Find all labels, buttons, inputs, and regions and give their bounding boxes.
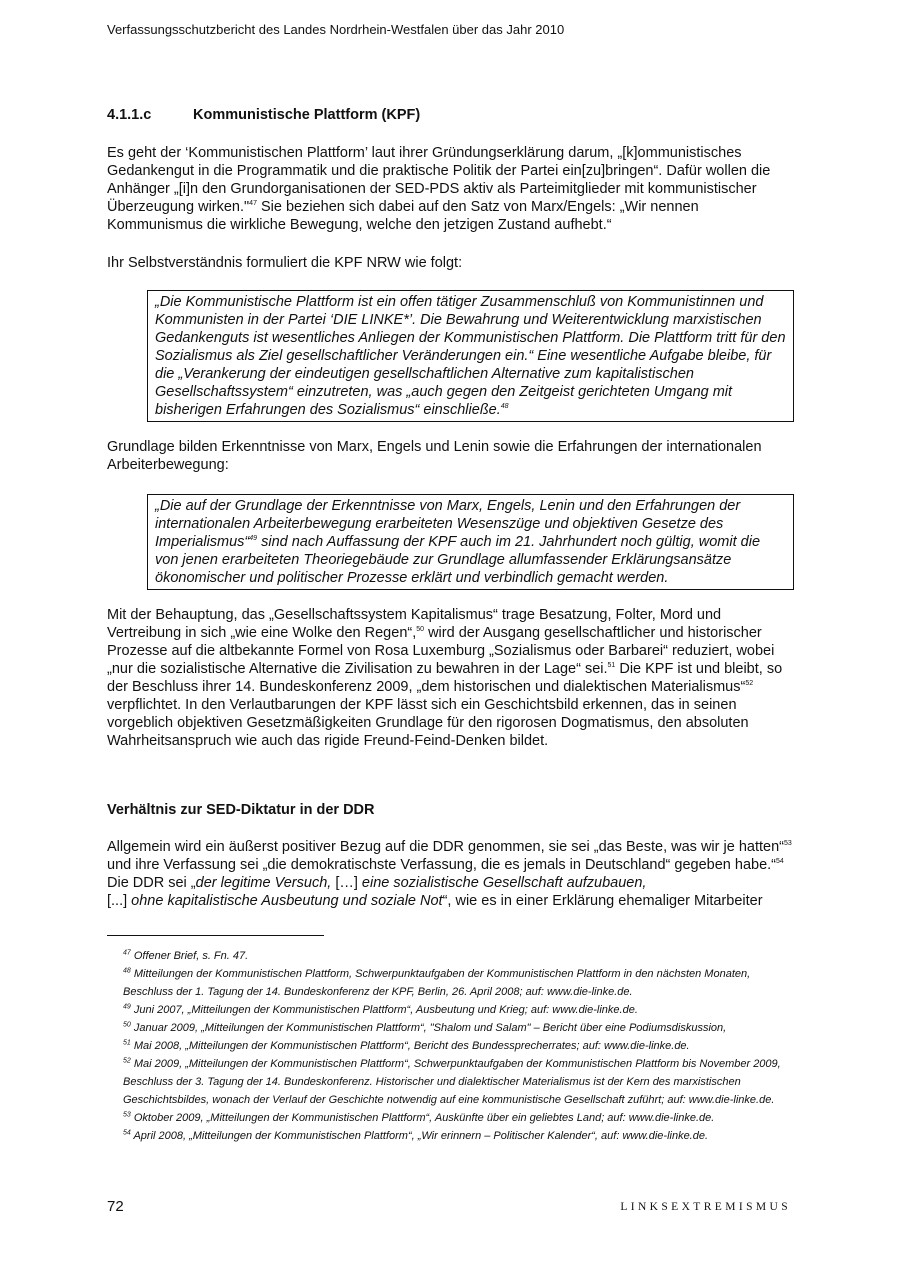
block-quote-imperialism: „Die auf der Grundlage der Erkenntnisse von Marx, Engels, Lenin und den Erfahrungen der internationalen Arbeiterbewegung erarbeiteten Wesenszüge und objektiven Gesetze des Imperialismus“$^{49}$ sind nach Auffassung der KPF auch im 21. Jahrhundert noch gültig, womit die von jenen erarbeiteten Theoriegebäude zur Grundlage allumfassender Erklärungsansätze ökonomischer und politischer Prozesse erklärt und verbindlich gemacht werden.	[147, 494, 794, 590]
footnote-ref[interactable]: 47	[249, 200, 257, 208]
footnote: $^{52}$ Mai 2009, „Mitteilungen der Kommunistischen Plattform“, Schwerpunktaufgaben der Kommunistischen Plattform bis November 2009, Beschluss der 3. Tagung der 14. Bundeskonferenz. Historischer und dialektischer Materialismus ist der Kern des marxistischen Geschichtsbildes, wonach der Verlauf der Geschichte notwendig auf eine kommunistische Gesellschaft zuführt; auf: www.die-linke.de.	[123, 1057, 781, 1106]
section-heading	[107, 107, 420, 123]
page-number: 72	[107, 1198, 124, 1215]
section-number: 4.1.1.c	[107, 107, 152, 123]
footnote: $^{50}$ Januar 2009, „Mitteilungen der Kommunistischen Plattform“, "Shalom und Salam" – Bericht über eine Podiumsdiskussion,	[123, 1021, 727, 1034]
paragraph-capitalism-claim: Mit der Behauptung, das „Gesellschaftssystem Kapitalismus“ trage Besatzung, Folter, Mord und Vertreibung in sich „wie eine Wolke den Regen“,$^{50}$ wird der Ausgang gesellschaftlicher und historischer Prozesse auf die altbekannte Formel von Rosa Luxemburg „Sozialismus oder Barbarei“ reduziert, wobei „nur die sozialistische Alternative die Zivilisation zu bewahren in der Lage“ sei.$^{51}$ Die KPF ist und bleibt, so der Beschluss ihrer 14. Bundeskonferenz 2009, „dem historischen und dialektischen Materialismus“$^{52}$ verpflichtet. In den Verlautbarungen der KPF lässt sich ein Geschichtsbild erkennen, das in seinen vorgeblich objektiven Gesetzmäßigkeiten Grundlage für den rigorosen Dogmatismus, den absoluten Wahrheitsanspruch wie auch das rigide Freund-Feind-Denken bildet.	[107, 607, 783, 749]
document-page	[107, 0, 795, 1272]
footnote: $^{49}$ Juni 2007, „Mitteilungen der Kommunistischen Plattform“, Ausbeutung und Krieg; auf: www.die-linke.de.	[123, 1003, 638, 1016]
subheading-sed-dictatorship: Verhältnis zur SED-Diktatur in der DDR	[107, 802, 375, 818]
footnote-ref[interactable]: 53	[783, 840, 792, 848]
footnote: $^{48}$ Mitteilungen der Kommunistischen Plattform, Schwerpunktaufgaben der Kommunistischen Plattform in den nächsten Monaten, Beschluss der 1. Tagung der 14. Bundeskonferenz der KPF, Berlin, 26. April 2008; auf: www.die-linke.de.	[123, 967, 751, 998]
footnote: $^{54}$ April 2008, „Mitteilungen der Kommunistischen Plattform“, „Wir erinnern – Politischer Kalender“, auf: www.die-linke.de.	[123, 1129, 709, 1142]
footnote-ref[interactable]: 54	[776, 858, 784, 866]
paragraph-intro: Es geht der ‘Kommunistischen Plattform’ laut ihrer Gründungserklärung darum, „[k]ommunistisches Gedankengut in die Programmatik und die praktische Politik der Partei ein[zu]bringen“. Dafür wollen die Anhänger „[i]n den Grundorganisationen der SED-PDS aktiv als Parteimitglieder mit kommunistischer Überzeugung wirken."$^{47}$ Sie beziehen sich dabei auf den Satz von Marx/Engels: „Wir nennen Kommunismus die wirkliche Bewegung, welche den jetzigen Zustand aufhebt.“	[107, 145, 771, 233]
footer-section-label: LINKSEXTREMISMUS	[620, 1201, 791, 1213]
footnote: $^{47}$ Offener Brief, s. Fn. 47.	[123, 949, 249, 962]
footnote: $^{51}$ Mai 2008, „Mitteilungen der Kommunistischen Plattform“, Bericht des Bundessprecherrates; auf: www.die-linke.de.	[123, 1039, 690, 1052]
footnote-ref[interactable]: 48	[500, 403, 509, 411]
paragraph-foundations: Grundlage bilden Erkenntnisse von Marx, Engels und Lenin sowie die Erfahrungen der internationalen Arbeiterbewegung:	[107, 439, 762, 473]
footnote: $^{53}$ Oktober 2009, „Mitteilungen der Kommunistischen Plattform“, Auskünfte über ein geliebtes Land; auf: www.die-linke.de.	[123, 1111, 715, 1124]
block-quote-kpf-self-image: „Die Kommunistische Plattform ist ein offen tätiger Zusammenschluß von Kommunistinnen und Kommunisten in der Partei ‘DIE LINKE*’. Die Bewahrung und Weiterentwicklung marxistischen Gedankenguts ist wesentliches Anliegen der Kommunistischen Plattform. Die Plattform tritt für den Sozialismus als Ziel gesellschaftlicher Veränderungen ein.“ Eine wesentliche Aufgabe bleibe, für die „Verankerung der eindeutigen gesellschaftlichen Alternative zum kapitalistischen Gesellschaftssystem“ einzutreten, was „auch gegen den Zeitgeist gerichteten Umgang mit bisherigen Erfahrungen des Sozialismus“ einschließe.$^{48}$	[147, 290, 794, 422]
running-header: Verfassungsschutzbericht des Landes Nordrhein-Westfalen über das Jahr 2010	[107, 22, 565, 37]
section-title: Kommunistische Plattform (KPF)	[193, 107, 421, 123]
footnotes	[123, 947, 799, 1145]
paragraph-ddr-relation: Allgemein wird ein äußerst positiver Bezug auf die DDR genommen, sie sei „das Beste, was wir je hatten“$^{53}$ und ihre Verfassung sei „die demokratischste Verfassung, die es jemals in Deutschland“ gegeben habe.“$^{54}$ Die DDR sei „der legitime Versuch, […] eine sozialistische Gesellschaft aufzubauen, [...] ohne kapitalistische Ausbeutung und soziale Not“, wie es in einer Erklärung ehemaliger Mitarbeiter	[107, 839, 792, 909]
footnote-ref[interactable]: 50	[416, 626, 425, 634]
footnote-separator	[107, 935, 324, 936]
footnote-ref[interactable]: 49	[249, 535, 258, 543]
paragraph-self-understanding: Ihr Selbstverständnis formuliert die KPF NRW wie folgt:	[107, 255, 463, 271]
footnote-ref[interactable]: 51	[607, 662, 616, 670]
footnote-ref[interactable]: 52	[745, 680, 754, 688]
